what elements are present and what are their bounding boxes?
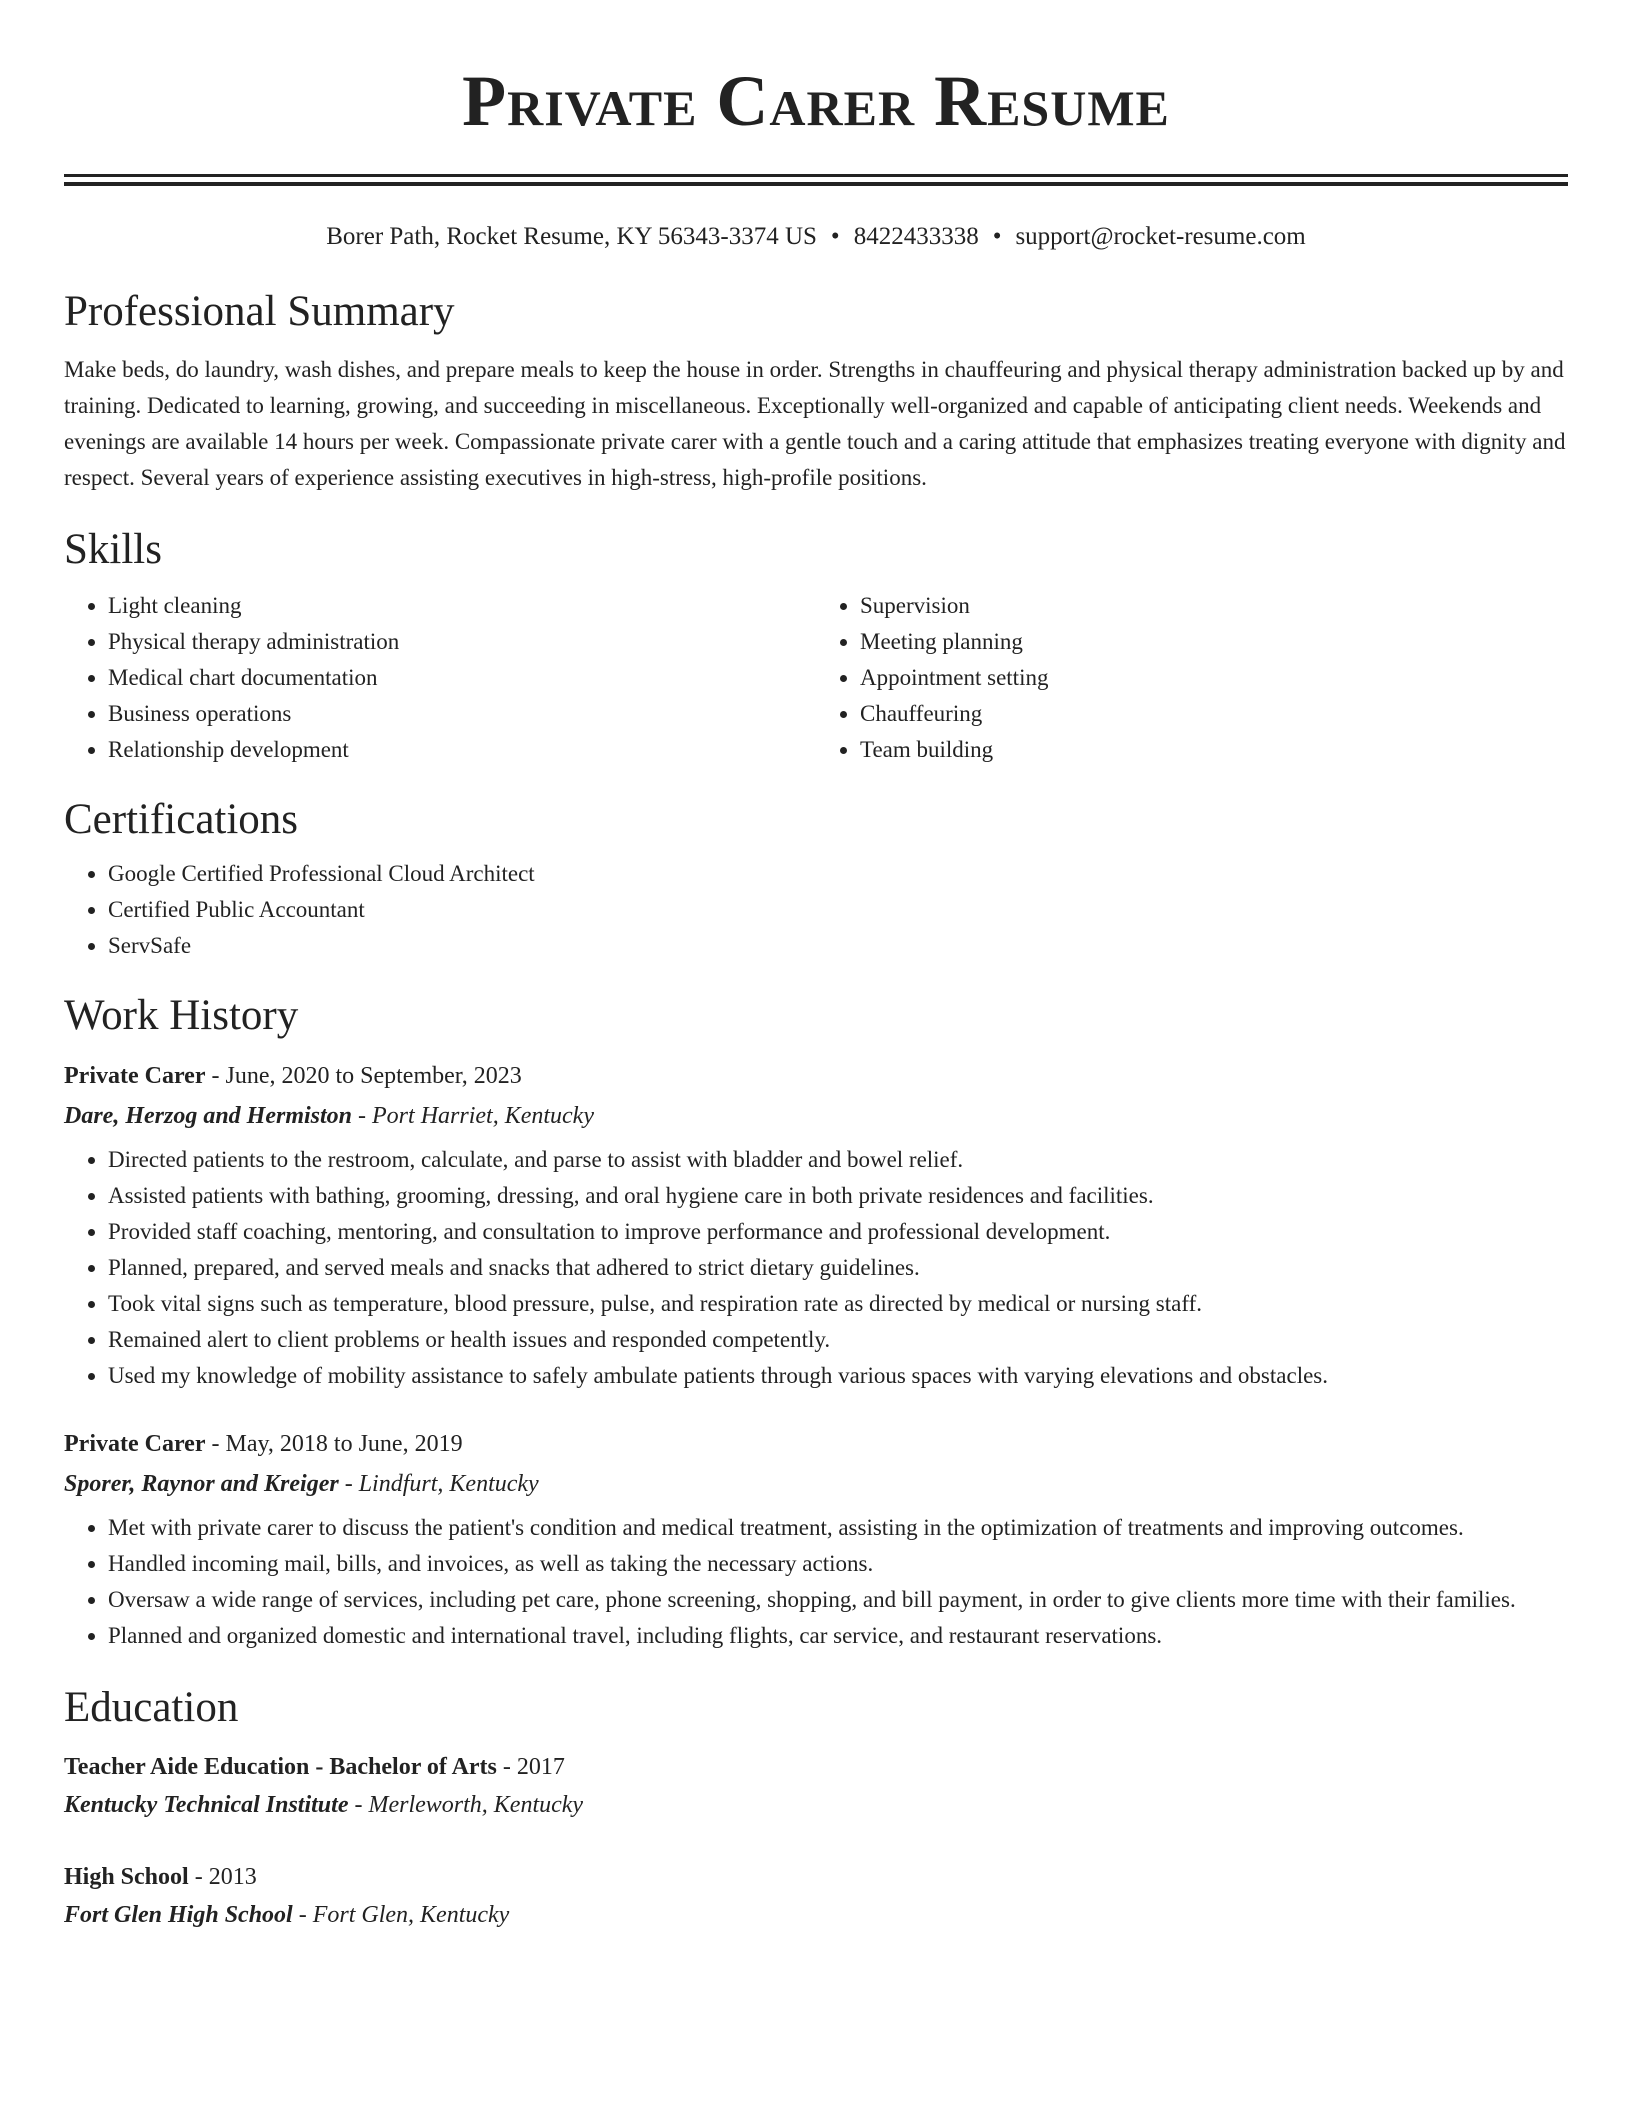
- job-location: - Lindfurt, Kentucky: [338, 1471, 539, 1497]
- job-title: Private Carer: [64, 1431, 206, 1457]
- title-divider: [64, 174, 1568, 186]
- skill-item: • Appointment setting: [860, 660, 1568, 696]
- contact-address: Borer Path, Rocket Resume, KY 56343-3374 US: [326, 223, 817, 250]
- contact-line: [64, 220, 1568, 254]
- job-bullet: • Handled incoming mail, bills, and invoices, as well as taking the necessary actions.: [108, 1546, 1568, 1582]
- skills-heading: Skills: [64, 526, 162, 573]
- education-school-line: [64, 1896, 1568, 1934]
- job-bullet: • Oversaw a wide range of services, including pet care, phone screening, shopping, and bill payment, in order to give clients more time with their families.: [108, 1582, 1568, 1618]
- job-bullet: • Remained alert to client problems or health issues and responded competently.: [108, 1322, 1568, 1358]
- skill-item: • Light cleaning: [108, 588, 816, 624]
- contact-separator: •: [992, 223, 1002, 250]
- job-header: [64, 1056, 1568, 1096]
- certification-item: • Certified Public Accountant: [108, 892, 1568, 928]
- job-bullet: • Took vital signs such as temperature, blood pressure, pulse, and respiration rate as directed by medical or nursing staff.: [108, 1286, 1568, 1322]
- job-bullet: • Met with private carer to discuss the patient's condition and medical treatment, assisting in the optimization of treatments and improving outcomes.: [108, 1510, 1568, 1546]
- skills-columns: [64, 588, 1568, 768]
- job-header: [64, 1424, 1568, 1464]
- skill-item: • Supervision: [860, 588, 1568, 624]
- skill-item: • Meeting planning: [860, 624, 1568, 660]
- job-employer: [64, 1096, 1568, 1136]
- education-heading: Education: [64, 1684, 239, 1731]
- certifications-list: [64, 856, 1568, 964]
- education-header: [64, 1748, 1568, 1786]
- skill-item: • Relationship development: [108, 732, 816, 768]
- education-year: - 2013: [188, 1864, 257, 1890]
- contact-separator: •: [830, 223, 840, 250]
- summary-heading: Professional Summary: [64, 288, 455, 335]
- skill-item: • Team building: [860, 732, 1568, 768]
- certification-item: • ServSafe: [108, 928, 1568, 964]
- skill-item: • Medical chart documentation: [108, 660, 816, 696]
- contact-email: support@rocket-resume.com: [1015, 223, 1306, 250]
- job-bullet: • Provided staff coaching, mentoring, and consultation to improve performance and professional development.: [108, 1214, 1568, 1250]
- job-title: Private Carer: [64, 1063, 206, 1089]
- education-location: - Merleworth, Kentucky: [348, 1792, 584, 1818]
- education-year: - 2017: [496, 1754, 565, 1780]
- job-bullet: • Planned and organized domestic and international travel, including flights, car service, and restaurant reservations.: [108, 1618, 1568, 1654]
- skills-left-list: [64, 588, 816, 768]
- contact-phone: 8422433338: [853, 223, 979, 250]
- job-bullets: [64, 1510, 1568, 1654]
- education-school-line: [64, 1786, 1568, 1824]
- job-entry: [64, 1424, 1568, 1654]
- skills-right-list: [816, 588, 1568, 768]
- education-header: [64, 1858, 1568, 1896]
- job-employer: [64, 1464, 1568, 1504]
- skill-item: • Physical therapy administration: [108, 624, 816, 660]
- skill-item: • Business operations: [108, 696, 816, 732]
- skill-item: • Chauffeuring: [860, 696, 1568, 732]
- job-dates: - May, 2018 to June, 2019: [205, 1431, 463, 1457]
- job-company: Sporer, Raynor and Kreiger: [64, 1471, 339, 1497]
- job-bullet: • Assisted patients with bathing, grooming, dressing, and oral hygiene care in both private residences and facilities.: [108, 1178, 1568, 1214]
- education-location: - Fort Glen, Kentucky: [292, 1902, 510, 1928]
- job-entry: [64, 1056, 1568, 1394]
- education-entry: [64, 1858, 1568, 1934]
- job-bullets: [64, 1142, 1568, 1394]
- education-degree: High School: [64, 1864, 189, 1890]
- page-title: Private Carer Resume: [462, 61, 1170, 141]
- summary-text: Make beds, do laundry, wash dishes, and prepare meals to keep the house in order. Strengths in chauffeuring and physical therapy administration backed up by and training. Dedicated to learning, growing, and succeeding in miscellaneous. Exceptionally well-organized and capable of anticipating client needs. Weekends and evenings are available 14 hours per week. Compassionate private carer with a gentle touch and a caring attitude that emphasizes treating everyone with dignity and respect. Several years of experience assisting executives in high-stress, high-profile positions.: [64, 357, 1566, 490]
- job-location: - Port Harriet, Kentucky: [352, 1103, 594, 1129]
- certifications-heading: Certifications: [64, 796, 299, 843]
- education-degree: Teacher Aide Education - Bachelor of Arts: [64, 1754, 497, 1780]
- job-bullet: • Used my knowledge of mobility assistance to safely ambulate patients through various spaces with varying elevations and obstacles.: [108, 1358, 1568, 1394]
- certification-item: • Google Certified Professional Cloud Architect: [108, 856, 1568, 892]
- job-bullet: • Planned, prepared, and served meals and snacks that adhered to strict dietary guidelines.: [108, 1250, 1568, 1286]
- education-school: Kentucky Technical Institute: [64, 1792, 349, 1818]
- education-school: Fort Glen High School: [64, 1902, 293, 1928]
- job-dates: - June, 2020 to September, 2023: [205, 1063, 522, 1089]
- work-history-heading: Work History: [64, 992, 299, 1039]
- job-company: Dare, Herzog and Hermiston: [64, 1103, 353, 1129]
- job-bullet: • Directed patients to the restroom, calculate, and parse to assist with bladder and bowel relief.: [108, 1142, 1568, 1178]
- education-entry: [64, 1748, 1568, 1824]
